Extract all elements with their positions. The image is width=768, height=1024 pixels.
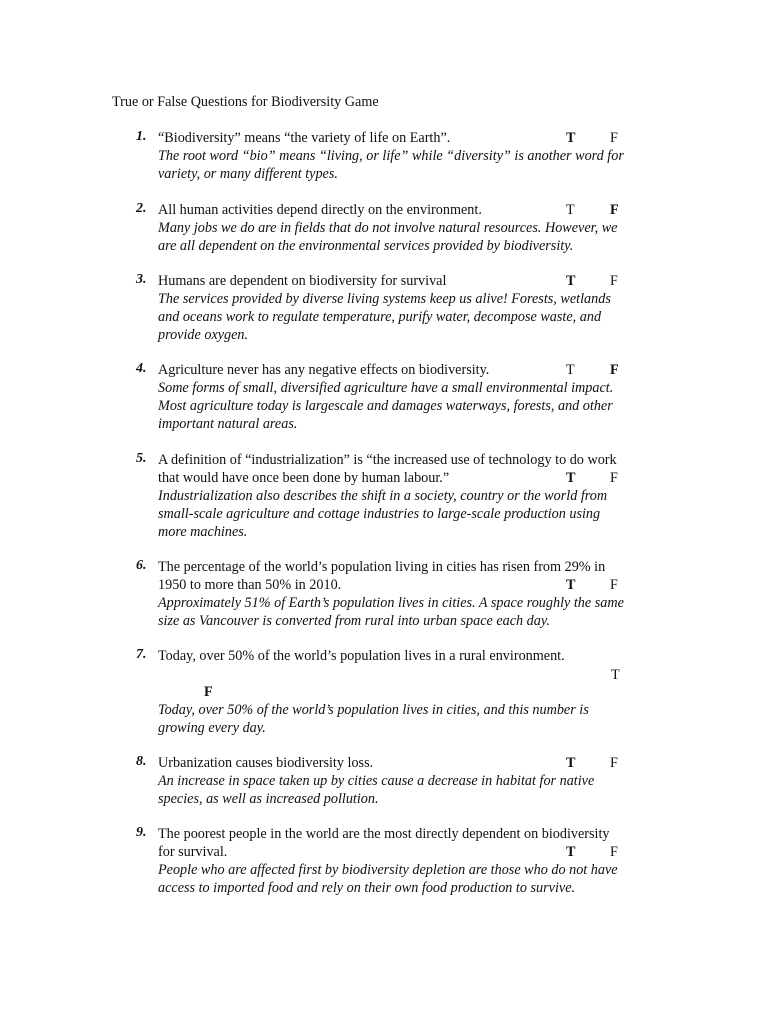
question-number: 5. xyxy=(136,451,147,466)
question-explanation: small-scale agriculture and cottage industries to large-scale production using xyxy=(158,506,601,522)
false-mark: F xyxy=(610,202,619,218)
question-statement: The poorest people in the world are the most directly dependent on biodiversity xyxy=(158,826,610,842)
question-explanation: important natural areas. xyxy=(158,416,298,432)
question-explanation: species, as well as increased pollution. xyxy=(158,791,379,807)
question-statement: Urbanization causes biodiversity loss. xyxy=(158,755,374,771)
question-explanation: are all dependent on the environmental services provided by biodiversity. xyxy=(158,238,574,254)
question-number: 7. xyxy=(136,647,147,662)
question-explanation: Approximately 51% of Earth’s population lives in cities. A space roughly the same xyxy=(158,595,624,611)
question-explanation: Many jobs we do are in fields that do not involve natural resources. However, we xyxy=(158,220,618,236)
false-mark: F xyxy=(204,684,213,700)
question-statement: All human activities depend directly on the environment. xyxy=(158,202,482,218)
question-explanation: The services provided by diverse living systems keep us alive! Forests, wetlands xyxy=(158,291,611,307)
question-statement: A definition of “industrialization” is “the increased use of technology to do work xyxy=(158,452,617,468)
false-mark: F xyxy=(610,470,618,486)
page-title: True or False Questions for Biodiversity Game xyxy=(112,94,379,110)
question-number: 8. xyxy=(136,754,147,769)
question-explanation: and oceans work to regulate temperature, purify water, decompose waste, and xyxy=(158,309,602,325)
question-explanation: People who are affected first by biodiversity depletion are those who do not have xyxy=(158,862,618,878)
question-number: 9. xyxy=(136,825,147,840)
question-statement: “Biodiversity” means “the variety of life on Earth”. xyxy=(158,130,451,146)
question-statement: Humans are dependent on biodiversity for survival xyxy=(158,273,447,289)
question-explanation: size as Vancouver is converted from rural into urban space each day. xyxy=(158,613,550,629)
question-statement: that would have once been done by human labour.” xyxy=(158,470,450,486)
question-explanation: Industrialization also describes the shift in a society, country or the world from xyxy=(158,488,608,504)
false-mark: F xyxy=(610,844,618,860)
question-explanation: An increase in space taken up by cities cause a decrease in habitat for native xyxy=(158,773,595,789)
question-explanation: access to imported food and rely on their own food production to survive. xyxy=(158,880,576,896)
question-statement: Agriculture never has any negative effects on biodiversity. xyxy=(158,362,490,378)
question-statement: for survival. xyxy=(158,844,228,860)
question-number: 2. xyxy=(136,201,147,216)
question-statement: 1950 to more than 50% in 2010. xyxy=(158,577,342,593)
true-mark: T xyxy=(611,667,620,683)
question-number: 1. xyxy=(136,129,147,144)
true-mark: T xyxy=(566,755,576,771)
question-explanation: Most agriculture today is largescale and damages waterways, forests, and other xyxy=(158,398,613,414)
question-explanation: provide oxygen. xyxy=(158,327,249,343)
question-explanation: Today, over 50% of the world’s population lives in cities, and this number is xyxy=(158,702,589,718)
question-number: 6. xyxy=(136,558,147,573)
false-mark: F xyxy=(610,362,619,378)
question-number: 3. xyxy=(136,272,147,287)
true-mark: T xyxy=(566,470,576,486)
question-explanation: more machines. xyxy=(158,524,248,540)
true-mark: T xyxy=(566,362,575,378)
question-explanation: variety, or many different types. xyxy=(158,166,338,182)
question-statement: Today, over 50% of the world’s population lives in a rural environment. xyxy=(158,648,565,664)
true-mark: T xyxy=(566,130,576,146)
false-mark: F xyxy=(610,273,618,289)
question-number: 4. xyxy=(136,361,147,376)
question-explanation: growing every day. xyxy=(158,720,266,736)
false-mark: F xyxy=(610,130,618,146)
question-statement: The percentage of the world’s population living in cities has risen from 29% in xyxy=(158,559,606,575)
question-explanation: Some forms of small, diversified agriculture have a small environmental impact. xyxy=(158,380,614,396)
false-mark: F xyxy=(610,577,618,593)
true-mark: T xyxy=(566,844,576,860)
question-explanation: The root word “bio” means “living, or life” while “diversity” is another word for xyxy=(158,148,624,164)
true-mark: T xyxy=(566,202,575,218)
true-mark: T xyxy=(566,577,576,593)
false-mark: F xyxy=(610,755,618,771)
true-mark: T xyxy=(566,273,576,289)
